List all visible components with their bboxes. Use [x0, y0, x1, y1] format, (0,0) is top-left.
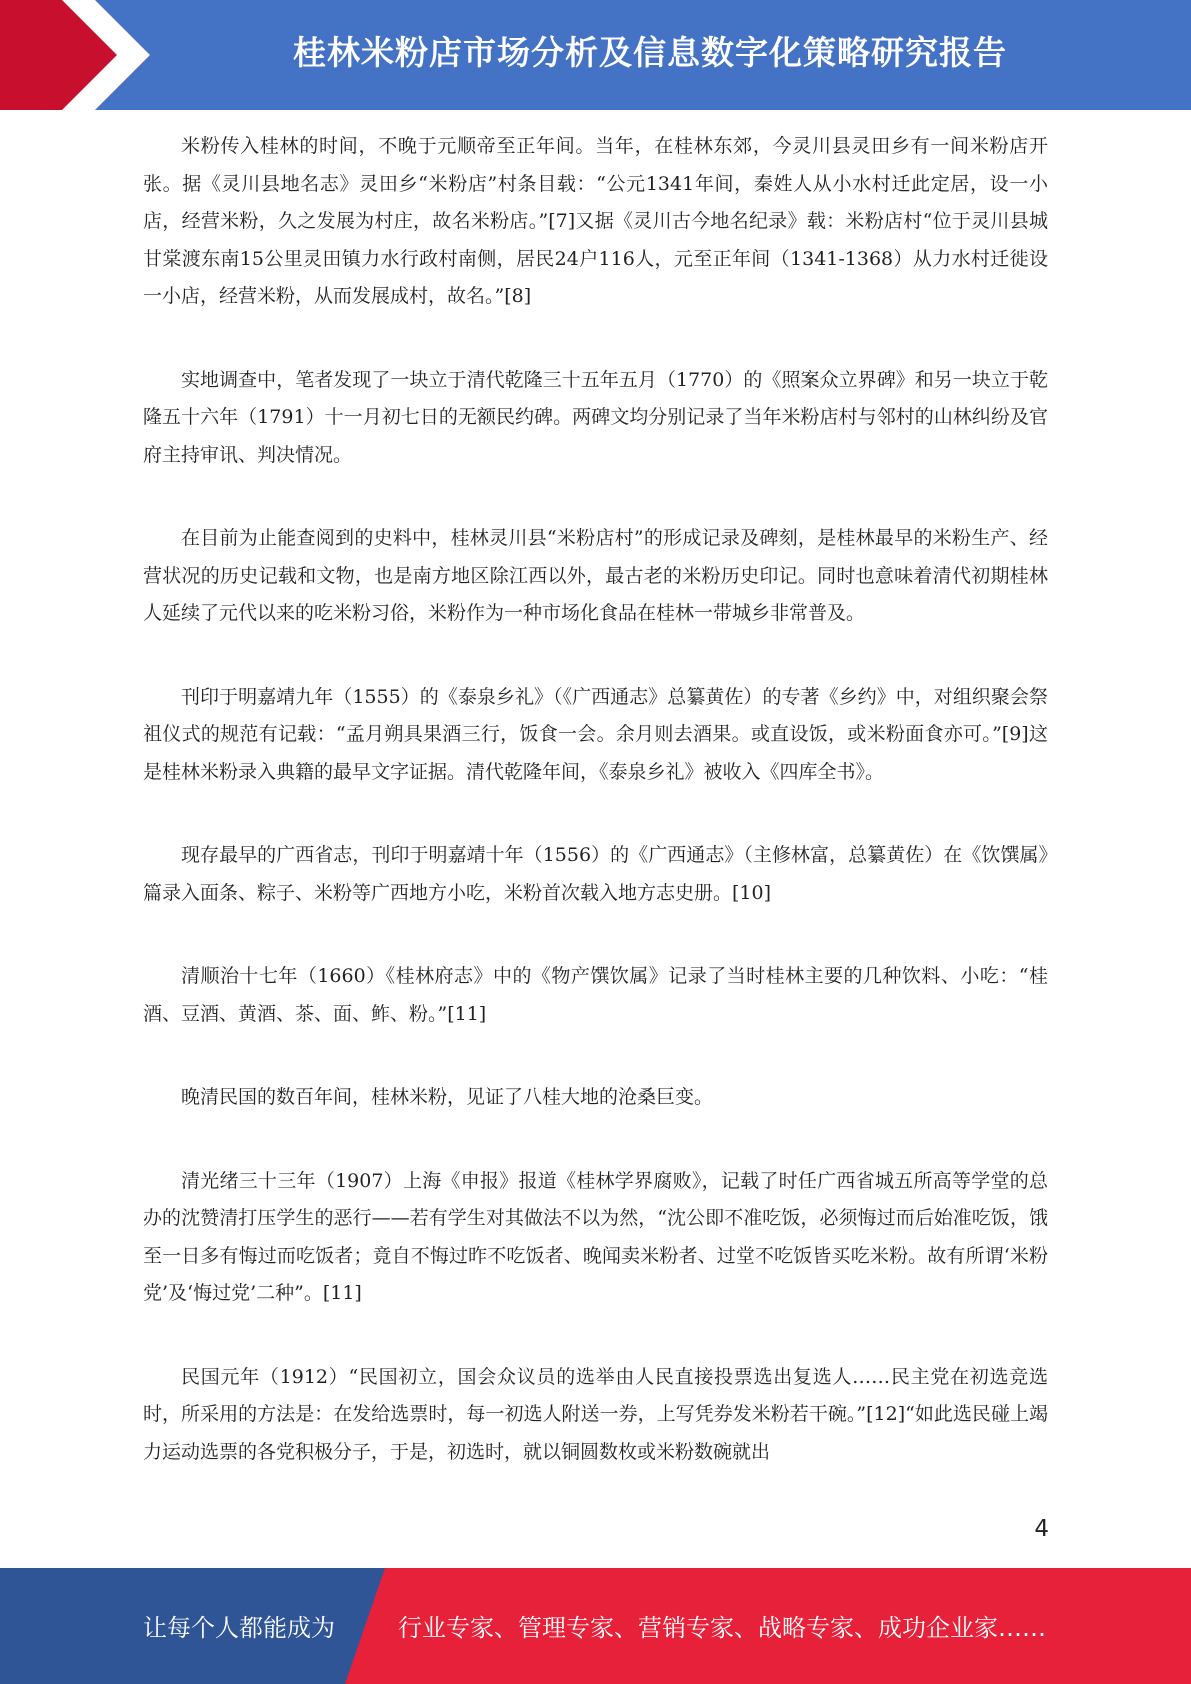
paragraph: 在目前为止能查阅到的史料中，桂林灵川县“米粉店村”的形成记录及碑刻，是桂林最早的米粉生产、经营状况的历史记载和文物，也是南方地区除江西以外，最古老的米粉历史印记。同时也意味着清代初期桂林人延续了元代以来的吃米粉习俗，米粉作为一种市场化食品在桂林一带城乡非常普及。: [143, 527, 1048, 624]
paragraph: 晚清民国的数百年间，桂林米粉，见证了八桂大地的沧桑巨变。: [181, 1086, 714, 1108]
paragraph: 刊印于明嘉靖九年（1555）的《泰泉乡礼》（《广西通志》总纂黄佐）的专著《乡约》中，对组织聚会祭祖仪式的规范有记载：“孟月朔具果酒三行，饭食一会。余月则去酒果。或直设饭，或米粉面食亦可。”[9]这是桂林米粉录入典籍的最早文字证据。清代乾隆年间，《泰泉乡礼》被收入《四库全书》。: [143, 685, 1048, 783]
paragraph: 现存最早的广西省志，刊印于明嘉靖十年（1556）的《广西通志》（主修林富，总纂黄佐）在《饮馔属》篇录入面条、粽子、米粉等广西地方小吃，米粉首次载入地方志史册。[10]: [143, 844, 1048, 904]
document-title: 桂林米粉店市场分析及信息数字化策略研究报告: [293, 33, 1007, 72]
footer-slogan-right: 行业专家、管理专家、营销专家、战略专家、成功企业家……: [398, 1614, 1046, 1642]
paragraph: 清光绪三十三年（1907）上海《申报》报道《桂林学界腐败》，记载了时任广西省城五所高等学堂的总办的沈赞清打压学生的恶行——若有学生对其做法不以为然，“沈公即不准吃饭，必须悔过而后始准吃饭，饿至一日多有悔过而吃饭者；竟自不悔过昨不吃饭者、晚闻卖米粉者、过堂不吃饭皆买吃米粉。故有所谓‘米粉党’及‘悔过党’二种”。[11]: [143, 1169, 1048, 1304]
page-header: [0, 0, 1191, 110]
paragraph: 米粉传入桂林的时间，不晚于元顺帝至正年间。当年，在桂林东郊，今灵川县灵田乡有一间米粉店开张。据《灵川县地名志》灵田乡“米粉店”村条目载：“公元1341年间，秦姓人从小水村迁此定居，设一小店，经营米粉，久之发展为村庄，故名米粉店。”[7]又据《灵川古今地名纪录》载：米粉店村“位于灵川县城甘棠渡东南15公里灵田镇力水行政村南侧，居民24户116人，元至正年间（1341-1368）从力水村迁徙设一小店，经营米粉，从而发展成村，故名。”[8]: [143, 135, 1048, 307]
footer-slogan-left: 让每个人都能成为: [143, 1614, 335, 1642]
page-number: 4: [1034, 1516, 1049, 1542]
document-body: [143, 128, 1048, 1517]
paragraph: 清顺治十七年（1660）《桂林府志》中的《物产馔饮属》记录了当时桂林主要的几种饮料、小吃：“桂酒、豆酒、黄酒、茶、面、鲊、粉。”[11]: [143, 965, 1048, 1025]
paragraph: 民国元年（1912）“民国初立，国会众议员的选举由人民直接投票选出复选人……民主党在初选竞选时，所采用的方法是：在发给选票时，每一初选人附送一券，上写凭券发米粉若干碗。”[12]“如此选民碰上竭力运动选票的各党积极分子，于是，初选时，就以铜圆数枚或米粉数碗就出: [143, 1365, 1048, 1463]
page-footer: [0, 1568, 1191, 1684]
paragraph: 实地调查中，笔者发现了一块立于清代乾隆三十五年五月（1770）的《照案众立界碑》和另一块立于乾隆五十六年（1791）十一月初七日的无额民约碑。两碑文均分别记录了当年米粉店村与邻村的山林纠纷及官府主持审讯、判决情况。: [143, 368, 1048, 466]
